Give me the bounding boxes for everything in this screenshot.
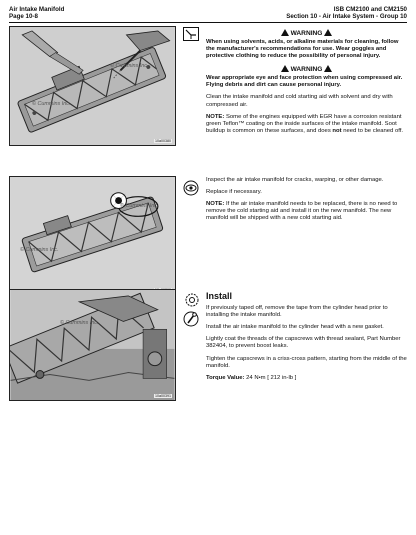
- cummins-watermark: © Cummins Inc.: [20, 247, 59, 253]
- cummins-watermark: © Cummins Inc.: [32, 101, 71, 107]
- warning-heading: WARNING: [206, 29, 407, 38]
- install-instructions: [206, 291, 407, 387]
- header-rule: [9, 22, 407, 23]
- install-gasket-instruction: Install the air intake manifold to the cylinder head with a new gasket.: [206, 324, 384, 331]
- inspection-instructions: [206, 177, 407, 227]
- inspect-instruction: Inspect the air intake manifold for cracks, warping, or other damage.: [206, 177, 384, 183]
- cleaning-instructions: [206, 29, 407, 140]
- figure-install-manifold: [9, 289, 176, 401]
- warning-solvent-text: When using solvents, acids, or alkaline materials for cleaning, follow the manufacturer's recommendations for use. Wear goggles and protective clothing to reduce the possibility of personal injury.: [206, 39, 399, 60]
- figure-code: 10a00391: [155, 394, 171, 398]
- no-solvent-icon: [183, 27, 199, 46]
- wrench-icon: [183, 310, 199, 333]
- warning-triangle-icon: [281, 29, 289, 36]
- inspect-eye-icon: [183, 180, 199, 201]
- manifold-cleaning-illustration: [10, 27, 175, 145]
- figure-clean-manifold: [9, 26, 176, 146]
- section-title: Section 10 - Air Intake System - Group 10: [286, 13, 407, 21]
- warning-heading: WARNING: [206, 65, 407, 74]
- remove-tape-instruction: If previously taped off, remove the tape from the cylinder head prior to installing the intake manifold.: [206, 305, 388, 319]
- clean-instruction: Clean the intake manifold and cold starting aid with solvent and dry with compressed air.: [206, 94, 393, 108]
- warning-triangle-icon: [281, 65, 289, 72]
- warning-compressed-air-text: Wear appropriate eye and face protection when using compressed air. Flying debris and dirt can cause personal injury.: [206, 75, 403, 89]
- cummins-watermark: © Cummins Inc.: [120, 203, 159, 209]
- tighten-instruction: Tighten the capscrews in a criss-cross pattern, starting from the middle of the manifold.: [206, 355, 407, 369]
- thread-sealant-instruction: Lightly coat the threads of the capscrews with thread sealant, Part Number 382404, to prevent boost leaks.: [206, 336, 401, 350]
- egr-note: NOTE: Some of the engines equipped with EGR have a corrosion resistant green Teflon™ coating on the inside surfaces of the intake manifold. Soot buildup is common on these surfaces, and does not need to be cleaned off.: [206, 113, 404, 134]
- warning-triangle-icon: [324, 65, 332, 72]
- manual-title: ISB CM2100 and CM2150: [333, 6, 407, 13]
- replacement-note: NOTE: If the air intake manifold needs to be replaced, there is no need to remove the cold starting aid and install it on the new manifold. The new manifold will be shipped with a new cold starting aid.: [206, 201, 398, 222]
- torque-value: Torque Value: 24 N•m [ 212 in-lb ]: [206, 374, 297, 381]
- figure-inspect-manifold: [9, 176, 176, 295]
- warning-triangle-icon: [324, 29, 332, 36]
- manifold-inspection-illustration: [10, 177, 175, 294]
- manual-section-title: Air Intake Manifold: [9, 6, 65, 13]
- replace-instruction: Replace if necessary.: [206, 189, 262, 196]
- install-heading: Install: [206, 291, 233, 301]
- page-number: Page 10-8: [9, 13, 38, 21]
- figure-code: 10a00380: [155, 139, 171, 143]
- manifold-install-illustration: [10, 290, 175, 400]
- page-header-right: [286, 6, 407, 21]
- page-header-left: [9, 6, 64, 21]
- cummins-watermark: © Cummins Inc.: [110, 63, 149, 69]
- cummins-watermark: © Cummins Inc.: [60, 320, 99, 326]
